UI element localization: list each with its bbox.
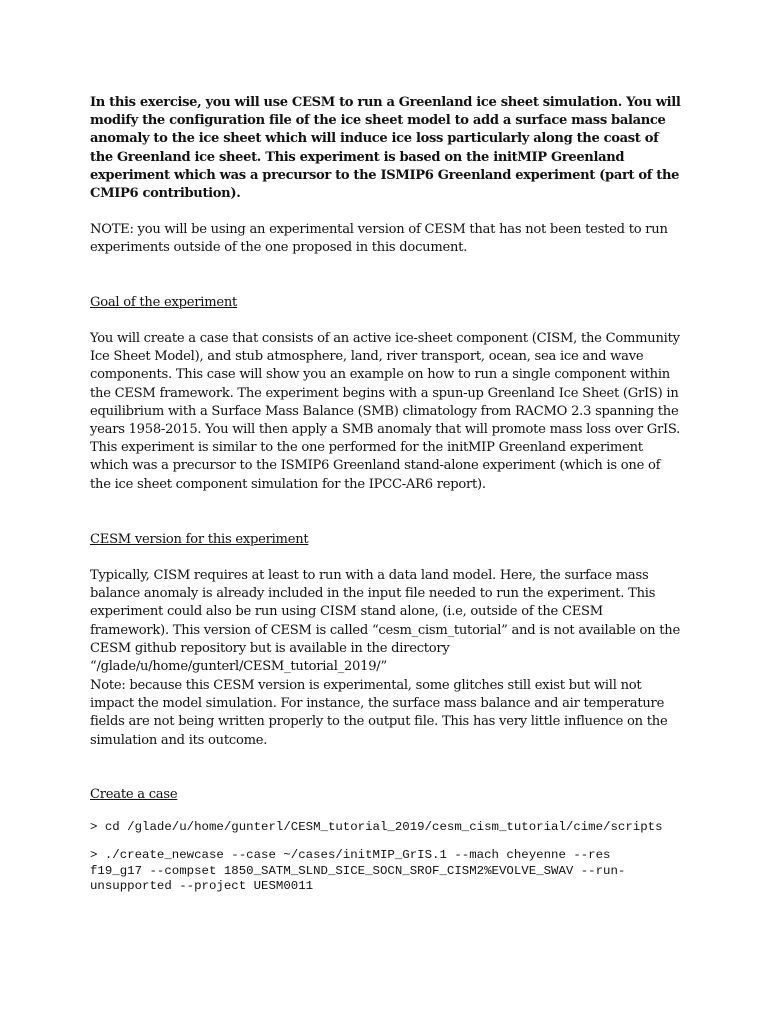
goal-paragraph: You will create a case that consists of an active ice-sheet component (CISM, the Community Ice Sheet Model), and stub atmosphere, land, river transport, ocean, sea ice and wave components. This case will show you an example on how to run a single component within the CESM framework. The experiment begins with a spun-up Greenland Ice Sheet (GrIS) in equilibrium with a Surface Mass Balance (SMB) climatology from RACMO 2.3 spanning the years 1958-2015. You will then apply a SMB anomaly that will promote mass loss over GrIS. This experiment is similar to the one performed for the initMIP Greenland experiment which was a precursor to the ISMIP6 Greenland stand-alone experiment (which is one of the ice sheet component simulation for the IPCC-AR6 report). [90, 331, 681, 492]
command-create-newcase: > ./create_newcase --case ~/cases/initMIP_GrIS.1 --mach cheyenne --res f19_g17 --compset 1850_SATM_SLND_SICE_SOCN_SROF_CISM2%EVOLVE_SWAV --run- unsupported --project UESM0011 [90, 848, 626, 893]
version-heading: CESM version for this experiment [90, 532, 309, 547]
version-paragraph: Typically, CISM requires at least to run with a data land model. Here, the surface mass balance anomaly is already included in the input file needed to run the experiment. This experiment could also be run using CISM stand alone, (i.e, outside of the CESM framework). This version of CESM is called “cesm_cism_tutorial” and is not available on the CESM github repository but is available in the directory “/glade/u/home/gunterl/CESM_tutorial_2019/” [90, 568, 680, 675]
create-case-heading: Create a case [90, 787, 178, 802]
version-note-paragraph: Note: because this CESM version is experimental, some glitches still exist but will not impact the model simulation. For instance, the surface mass balance and air temperature fields are not being written properly to the output file. This has very little influence on the simulation and its outcome. [90, 678, 668, 748]
intro-paragraph: In this exercise, you will use CESM to run a Greenland ice sheet simulation. You will modify the configuration file of the ice sheet model to add a surface mass balance anomaly to the ice sheet which will induce ice loss particularly along the coast of the Greenland ice sheet. This experiment is based on the initMIP Greenland experiment which was a precursor to the ISMIP6 Greenland experiment (part of the CMIP6 contribution). [90, 95, 681, 202]
command-cd: > cd /glade/u/home/gunterl/CESM_tutorial_2019/cesm_cism_tutorial/cime/scripts [90, 820, 663, 834]
note-paragraph: NOTE: you will be using an experimental version of CESM that has not been tested to run experiments outside of the one proposed in this document. [90, 222, 668, 256]
goal-heading: Goal of the experiment [90, 295, 238, 310]
